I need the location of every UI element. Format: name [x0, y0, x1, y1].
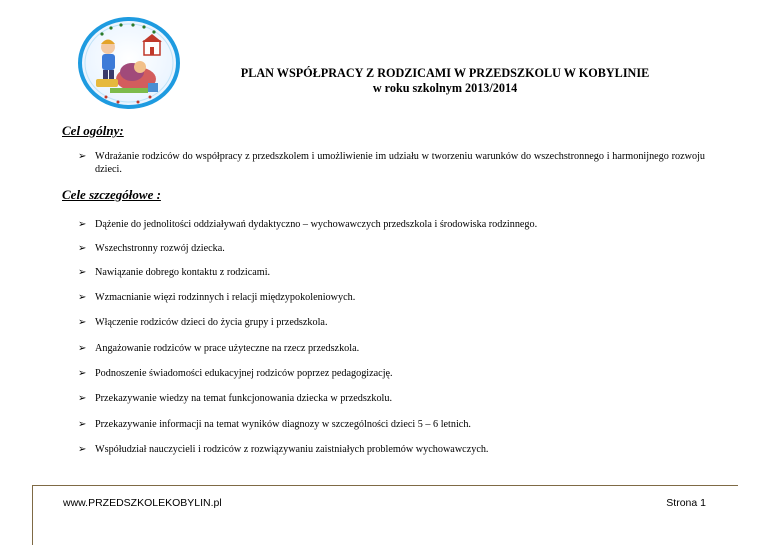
- arrow-bullet-icon: ➢: [78, 444, 87, 455]
- list-item-text: Dążenie do jednolitości oddziaływań dydaktyczno – wychowawczych przedszkola i środowiska rodzinnego.: [95, 219, 538, 230]
- arrow-bullet-icon: ➢: [78, 219, 87, 230]
- list-item-text: Wzmacnianie więzi rodzinnych i relacji międzypokoleniowych.: [95, 292, 356, 303]
- list-item-text: Przekazywanie informacji na temat wyników diagnozy w szczególności dzieci 5 – 6 letnich.: [95, 419, 471, 430]
- list-item-text: Wszechstronny rozwój dziecka.: [95, 243, 225, 254]
- footer-website: www.PRZEDSZKOLEKOBYLIN.pl: [63, 497, 222, 509]
- school-year-subtitle: w roku szkolnym 2013/2014: [372, 81, 518, 95]
- general-goal-heading: Cel ogólny:: [62, 123, 124, 138]
- list-item-text: Angażowanie rodziców w prace użyteczne na rzecz przedszkola.: [95, 343, 360, 354]
- page-number: Strona 1: [666, 497, 706, 509]
- list-item-text: Włączenie rodziców dzieci do życia grupy i przedszkola.: [95, 317, 328, 328]
- arrow-bullet-icon: ➢: [78, 393, 87, 404]
- list-item-text: Przekazywanie wiedzy na temat funkcjonowania dziecka w przedszkolu.: [95, 393, 393, 404]
- document-title: [180, 66, 710, 96]
- kindergarten-logo-icon: [78, 17, 180, 109]
- arrow-bullet-icon: ➢: [78, 243, 87, 254]
- arrow-bullet-icon: ➢: [78, 317, 87, 328]
- specific-goals-heading: Cele szczegółowe :: [62, 187, 161, 202]
- footer-vertical-rule: [32, 485, 33, 545]
- plan-title: PLAN WSPÓŁPRACY Z RODZICAMI W PRZEDSZKOLU W KOBYLINIE: [240, 66, 650, 80]
- arrow-bullet-icon: ➢: [78, 368, 87, 379]
- list-item-text: Nawiązanie dobrego kontaktu z rodzicami.: [95, 267, 271, 278]
- arrow-bullet-icon: ➢: [78, 292, 87, 303]
- list-item-text: Współudział nauczycieli i rodziców z rozwiązywaniu zaistniałych problemów wychowawczych.: [95, 444, 489, 455]
- arrow-bullet-icon: ➢: [78, 419, 87, 430]
- arrow-bullet-icon: ➢: [78, 343, 87, 354]
- footer-divider: [32, 485, 738, 486]
- list-item-text: Wdrażanie rodziców do współpracy z przedszkolem i umożliwienie im udziału w tworzeniu warunków do wszechstronnego i harmonijnego rozwoju dzieci.: [95, 151, 705, 175]
- arrow-bullet-icon: ➢: [78, 151, 87, 162]
- list-item-text: Podnoszenie świadomości edukacyjnej rodziców poprzez pedagogizację.: [95, 368, 393, 379]
- arrow-bullet-icon: ➢: [78, 267, 87, 278]
